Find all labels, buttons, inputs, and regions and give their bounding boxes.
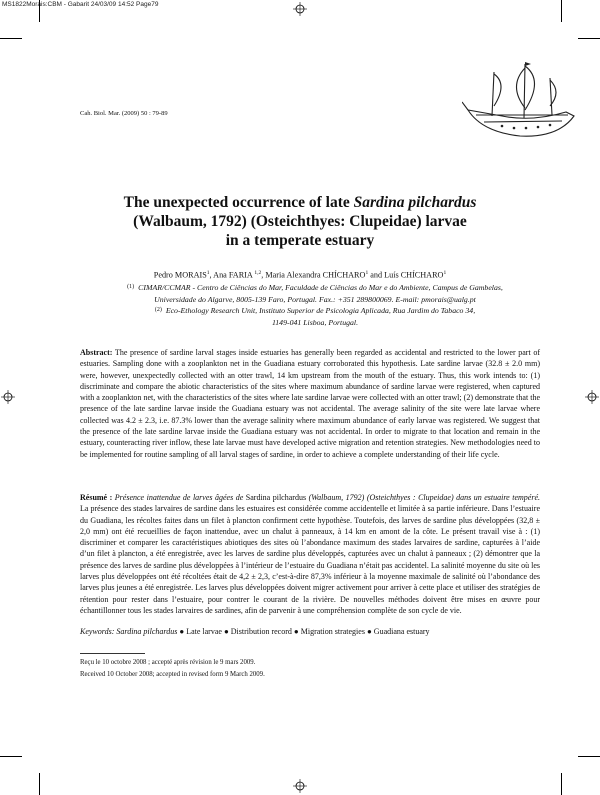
caravel-ship-icon bbox=[462, 58, 580, 148]
resume-label: Résumé : bbox=[80, 493, 113, 502]
affiliation-number: (1) bbox=[127, 284, 135, 290]
abstract-paragraph bbox=[80, 347, 540, 460]
author-name: Pedro MORAIS bbox=[153, 270, 207, 280]
keyword: Migration strategies bbox=[300, 627, 365, 636]
article-title bbox=[60, 193, 540, 250]
crop-mark bbox=[39, 773, 40, 795]
keyword: Sardina pilchardus bbox=[116, 627, 178, 636]
title-line2: (Walbaum, 1792) (Osteichthyes: Clupeidae) larvae bbox=[133, 213, 467, 230]
crop-mark bbox=[578, 756, 600, 757]
author-affil-mark: 1 bbox=[206, 270, 210, 276]
bullet-icon: ● bbox=[179, 627, 187, 636]
author-name: , Ana FARIA bbox=[209, 270, 255, 280]
affiliation-text: Universidade do Algarve, 8005-139 Faro, Portugal. Fax.: +351 289800069. E-mail: pmorais@ualg.pt bbox=[154, 294, 476, 304]
journal-reference: Cah. Biol. Mar. (2009) 50 : 79-89 bbox=[80, 110, 168, 117]
bullet-icon: ● bbox=[293, 627, 301, 636]
affiliation-text: Eco-Ethology Research Unit, Instituto Superior de Psicologia Aplicada, Rua Jardim do Tabaco 34, bbox=[165, 306, 476, 315]
crop-mark bbox=[0, 756, 22, 757]
affiliation-1 bbox=[95, 282, 535, 305]
print-slug: MS1822Morais:CBM - Gabarit 24/03/09 14:52 Page79 bbox=[2, 1, 159, 8]
title-species: Sardina pilchardus bbox=[353, 194, 477, 211]
author-list bbox=[60, 270, 540, 280]
title-line1-text: The unexpected occurrence of late bbox=[123, 194, 354, 211]
bullet-icon: ● bbox=[223, 627, 231, 636]
abstract-label: Abstract: bbox=[80, 348, 113, 357]
affiliation-number: (2) bbox=[154, 307, 162, 313]
keywords-line: Keywords: Sardina pilchardus ● Late larvae ● Distribution record ● Migration strategies ● Guadiana estuary bbox=[80, 627, 430, 636]
keywords-label: Keywords bbox=[80, 627, 112, 636]
received-date-en: Received 10 October 2008; accepted in revised form 9 March 2009. bbox=[80, 671, 265, 678]
crop-mark bbox=[561, 0, 562, 22]
registration-mark-icon bbox=[293, 779, 307, 793]
affiliation-text: CIMAR/CCMAR - Centro de Ciências do Mar, Faculdade de Ciências do Mar e do Ambiente, Campus de Gambelas, bbox=[138, 283, 503, 292]
registration-mark-icon bbox=[585, 390, 599, 404]
title-line3: in a temperate estuary bbox=[225, 232, 375, 249]
author-affil-mark: 1,2 bbox=[254, 270, 262, 276]
affiliation-text: 1149-041 Lisboa, Portugal. bbox=[271, 317, 359, 327]
keyword: Late larvae bbox=[186, 627, 222, 636]
resume-title: Présence inattendue de larves âgées de bbox=[112, 493, 246, 502]
author-name: , Maria Alexandra CHÍCHARO bbox=[261, 270, 366, 280]
author-affil-mark: 1 bbox=[365, 270, 369, 276]
resume-species: Sardina pilchardus bbox=[245, 493, 307, 502]
bullet-icon: ● bbox=[366, 627, 374, 636]
crop-mark bbox=[561, 773, 562, 795]
crop-mark bbox=[0, 38, 22, 39]
keyword: Guadiana estuary bbox=[373, 627, 430, 636]
registration-mark-icon bbox=[1, 390, 15, 404]
abstract-text: The presence of sardine larval stages inside estuaries has generally been regarded as accidental and restricted to the lower part of estuaries. Sampling done with a zooplankton net in the Guadiana estuary corroborated this hypothesis. Late sardine larvae (32.8 ± 2.0 mm) were, however, unexpectedly collected with an otter trawl, 14 km upstream from the mouth of the estuary. Thus, this work intends to: (1) discriminate and compare the abiotic characteristics of the sites where maximum abundance of sardine larvae were registered, when captured with a zooplankton net, with the characteristics of the sites where late sardine larvae were collected with an otter trawl; (2) demonstrate that the presence of the late sardine larvae inside the Guadiana estuary was not accidental. The average salinity of the site were late larvae where collected was 4.2 ± 2.3, i.e. 87.3% lower than the average salinity where maximum abundance of early larvae was registered. We suggest that the presence of the late sardine larvae inside the Guadiana estuary was not accidental. In order to migrate to that location and remain in the estuary, counteracting river inflow, these late larvae must have developed active migration and retention strategies. New methodologies need to be implemented for routine sampling of all larval stages of sardine, in order to achieve a complete understanding of their life cycle. bbox=[80, 348, 540, 459]
author-name: and Luís CHÍCHARO bbox=[368, 270, 444, 280]
keyword: Distribution record bbox=[230, 627, 292, 636]
crop-mark bbox=[39, 0, 40, 22]
resume-title-cont: (Walbaum, 1792) (Osteichthyes : Clupeidae) dans un estuaire tempéré. bbox=[306, 493, 541, 502]
registration-mark-icon bbox=[293, 2, 307, 16]
crop-mark bbox=[578, 38, 600, 39]
footnote-rule bbox=[80, 653, 145, 654]
resume-text: La présence des stades larvaires de sardine dans les estuaires est considérée comme accidentelle et limitée à sa partie inférieure. Dans l’estuaire du Guadiana, les récoltes faites dans un filet à plancton confirment cette hypothèse. Toutefois, des larves de sardine plus développées (32,8 ± 2,0 mm) ont été recueillies de façon inattendue, avec un chalut à panneaux, à 14 km en amont de la côte. Le présent travail vise à : (1) discriminer et comparer les caractéristiques abiotiques des sites où l’abondance maximum des stades larvaires de sardine, capturées à l’aide d’un filet à plancton, a été enregistrée, avec les larves de sardine plus développés, capturées avec un chalut à panneaux ; (2) démontrer que la présence des larves de sardine plus développées à l’intérieur de l’estuaire du Guadiana n’était pas accidentel. La salinité moyenne du site où les larves plus développées ont été récoltées était de 4,2 ± 2,3, c’est-à-dire 87,3% inférieur à la moyenne maximale de salinité où l’abondance des larves plus jeunes a été enregistrée. Les larves plus développées doivent migrer activement pour arriver à cette place et utiliser des stratégies de rétention pour rester dans l’estuaire, pour contrer le courant de la rivière. De nouvelles méthodes doivent être mises en œuvre pour échantillonner tous les stades larvaires de sardines, afin de parvenir à une compréhension complète de son cycle de vie. bbox=[80, 504, 540, 615]
affiliation-2 bbox=[95, 305, 535, 328]
author-affil-mark: 1 bbox=[443, 270, 447, 276]
resume-paragraph bbox=[80, 492, 540, 616]
received-date-fr: Reçu le 10 octobre 2008 ; accepté après révision le 9 mars 2009. bbox=[80, 659, 256, 666]
